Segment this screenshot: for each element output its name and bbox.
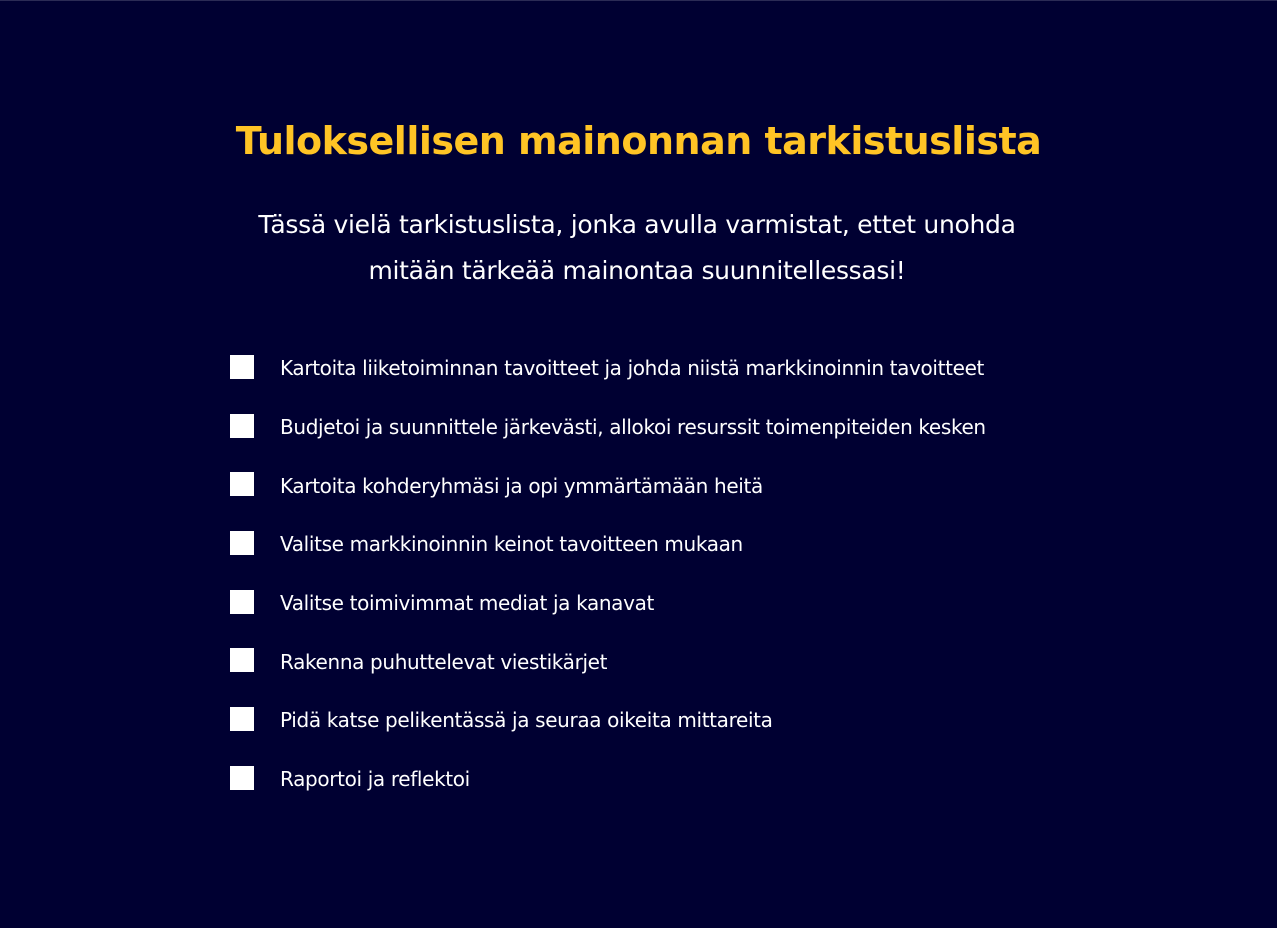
checklist-item [230, 398, 986, 457]
checklist-item-label: Valitse markkinoinnin keinot tavoitteen mukaan [280, 532, 743, 557]
checklist-item-label: Pidä katse pelikentässä ja seuraa oikeita mittareita [280, 708, 773, 733]
checklist-item [230, 574, 986, 633]
checklist-item [230, 456, 986, 515]
checkbox[interactable] [230, 707, 254, 731]
checkbox[interactable] [230, 590, 254, 614]
checkbox[interactable] [230, 531, 254, 555]
checklist-item-label: Kartoita kohderyhmäsi ja opi ymmärtämään heitä [280, 473, 763, 498]
checklist-item [230, 750, 986, 809]
checkbox[interactable] [230, 648, 254, 672]
checklist-item [230, 339, 986, 398]
checkbox[interactable] [230, 355, 254, 379]
checklist-item [230, 691, 986, 750]
checklist-item-label: Valitse toimivimmat mediat ja kanavat [280, 591, 654, 616]
checklist-item-label: Rakenna puhuttelevat viestikärjet [280, 649, 608, 674]
checkbox[interactable] [230, 766, 254, 790]
checklist-item [230, 515, 986, 574]
checklist-item-label: Raportoi ja reflektoi [280, 767, 470, 792]
checklist-item-label: Budjetoi ja suunnittele järkevästi, allokoi resurssit toimenpiteiden kesken [280, 415, 986, 440]
checklist [230, 339, 986, 809]
checkbox[interactable] [230, 414, 254, 438]
page-title: Tuloksellisen mainonnan tarkistuslista [235, 119, 1042, 163]
checklist-item-label: Kartoita liiketoiminnan tavoitteet ja johda niistä markkinoinnin tavoitteet [280, 356, 985, 381]
checklist-item [230, 632, 986, 691]
page-subtitle: Tässä vielä tarkistuslista, jonka avulla varmistat, ettet unohda mitään tärkeää mainontaa suunnitellessasi! [258, 210, 1016, 285]
checkbox[interactable] [230, 472, 254, 496]
